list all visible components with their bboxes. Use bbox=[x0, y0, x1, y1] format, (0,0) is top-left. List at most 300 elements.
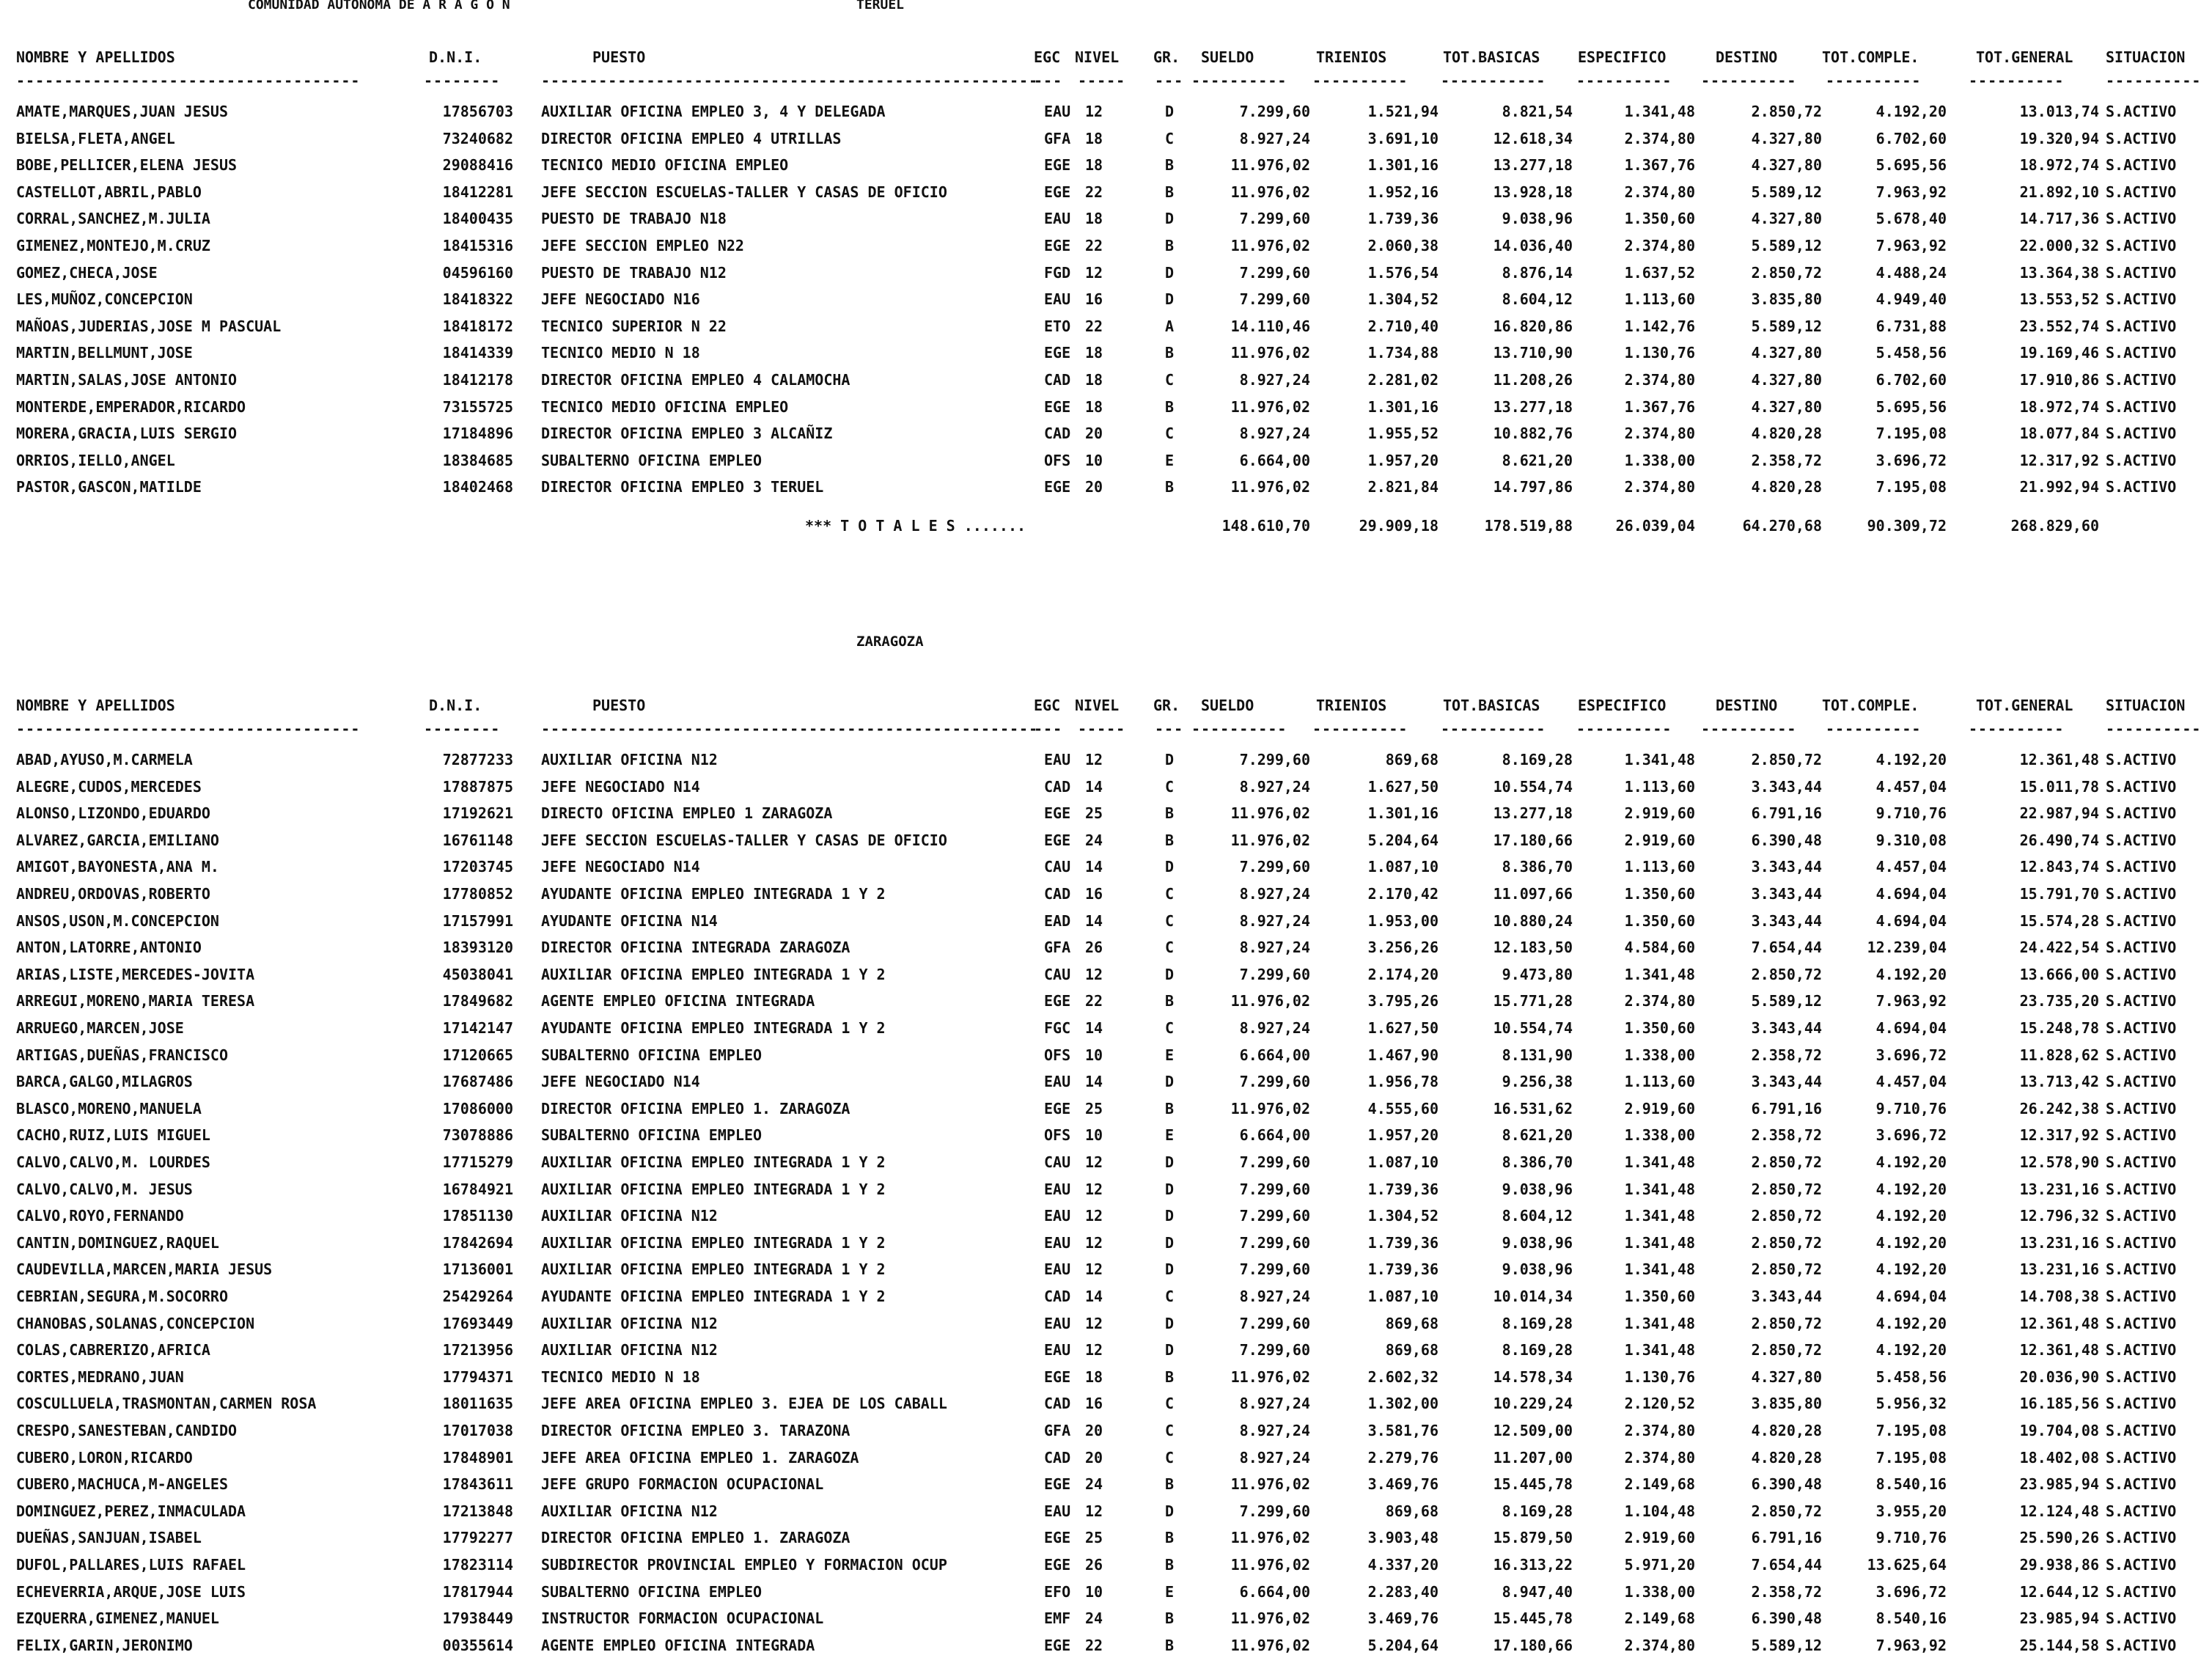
nivel-cell: 14 bbox=[1085, 1288, 1103, 1305]
totcomp-cell: 12.239,04 bbox=[1867, 939, 1947, 957]
totcomp-cell: 7.963,92 bbox=[1875, 183, 1947, 201]
nombre-cell: CACHO,RUIZ,LUIS MIGUEL bbox=[16, 1126, 210, 1145]
nombre-cell: BLASCO,MORENO,MANUELA bbox=[16, 1099, 202, 1117]
espec-cell: 1.142,76 bbox=[1624, 317, 1695, 335]
dni-cell: 18011635 bbox=[442, 1395, 513, 1413]
egc-cell: GFA bbox=[1044, 1422, 1071, 1439]
sueldo-cell: 11.976,02 bbox=[1230, 156, 1310, 175]
espec-cell: 1.350,60 bbox=[1624, 1019, 1695, 1037]
dash-separator: ---------- bbox=[2106, 72, 2202, 89]
total-totbas: 178.519,88 bbox=[1484, 517, 1573, 535]
destino-cell: 3.343,44 bbox=[1751, 1019, 1822, 1037]
nivel-cell: 22 bbox=[1085, 1636, 1103, 1654]
totgen-cell: 18.402,08 bbox=[2019, 1448, 2099, 1466]
destino-cell: 2.358,72 bbox=[1751, 1582, 1822, 1601]
totgen-cell: 12.361,48 bbox=[2019, 1314, 2099, 1332]
sueldo-cell: 11.976,02 bbox=[1230, 1609, 1310, 1628]
sit-cell: S.ACTIVO bbox=[2106, 1448, 2177, 1466]
trienios-cell: 2.060,38 bbox=[1367, 237, 1438, 254]
espec-cell: 1.341,48 bbox=[1624, 1153, 1695, 1171]
sueldo-cell: 8.927,24 bbox=[1239, 885, 1310, 903]
nivel-cell: 12 bbox=[1085, 1260, 1103, 1279]
gr-cell: C bbox=[1165, 1288, 1175, 1305]
puesto-cell: SUBALTERNO OFICINA EMPLEO bbox=[541, 1046, 763, 1064]
totbas-cell: 9.038,96 bbox=[1502, 210, 1573, 228]
nombre-cell: COLAS,CABRERIZO,AFRICA bbox=[16, 1341, 210, 1359]
destino-cell: 2.850,72 bbox=[1751, 103, 1822, 120]
nivel-cell: 20 bbox=[1085, 1448, 1103, 1466]
totbas-cell: 15.879,50 bbox=[1493, 1529, 1573, 1547]
column-header: NIVEL bbox=[1075, 697, 1120, 714]
nombre-cell: GOMEZ,CHECA,JOSE bbox=[16, 263, 158, 282]
destino-cell: 5.589,12 bbox=[1751, 183, 1822, 201]
totcomp-cell: 5.678,40 bbox=[1875, 210, 1947, 228]
espec-cell: 2.374,80 bbox=[1624, 1448, 1695, 1466]
trienios-cell: 1.087,10 bbox=[1367, 858, 1438, 876]
totcomp-cell: 9.710,76 bbox=[1875, 1099, 1947, 1117]
sueldo-cell: 8.927,24 bbox=[1239, 1288, 1310, 1305]
nivel-cell: 18 bbox=[1085, 397, 1103, 416]
destino-cell: 7.654,44 bbox=[1751, 1556, 1822, 1574]
espec-cell: 1.104,48 bbox=[1624, 1502, 1695, 1520]
totbas-cell: 8.169,28 bbox=[1502, 1314, 1573, 1332]
egc-cell: EMF bbox=[1044, 1609, 1071, 1628]
totgen-cell: 12.644,12 bbox=[2019, 1582, 2099, 1601]
nombre-cell: ALEGRE,CUDOS,MERCEDES bbox=[16, 777, 202, 796]
nivel-cell: 18 bbox=[1085, 210, 1103, 228]
espec-cell: 5.971,20 bbox=[1624, 1556, 1695, 1574]
totbas-cell: 9.256,38 bbox=[1502, 1073, 1573, 1091]
dash-separator: ---------- bbox=[1969, 720, 2065, 738]
sueldo-cell: 7.299,60 bbox=[1239, 1233, 1310, 1252]
dni-cell: 17887875 bbox=[442, 777, 513, 796]
nombre-cell: DUFOL,PALLARES,LUIS RAFAEL bbox=[16, 1556, 246, 1574]
totbas-cell: 12.509,00 bbox=[1493, 1422, 1573, 1439]
trienios-cell: 1.734,88 bbox=[1367, 344, 1438, 362]
nombre-cell: ALONSO,LIZONDO,EDUARDO bbox=[16, 804, 210, 823]
sueldo-cell: 11.976,02 bbox=[1230, 1636, 1310, 1654]
espec-cell: 1.338,00 bbox=[1624, 1046, 1695, 1064]
sueldo-cell: 7.299,60 bbox=[1239, 103, 1310, 120]
sit-cell: S.ACTIVO bbox=[2106, 237, 2177, 254]
gr-cell: A bbox=[1165, 317, 1175, 335]
egc-cell: CAD bbox=[1044, 425, 1071, 443]
sueldo-cell: 8.927,24 bbox=[1239, 1019, 1310, 1037]
table-row bbox=[0, 746, 2212, 773]
nombre-cell: MORERA,GRACIA,LUIS SERGIO bbox=[16, 425, 238, 443]
totcomp-cell: 7.195,08 bbox=[1875, 425, 1947, 443]
egc-cell: EAU bbox=[1044, 1341, 1071, 1359]
gr-cell: C bbox=[1165, 371, 1175, 389]
puesto-cell: SUBALTERNO OFICINA EMPLEO bbox=[541, 451, 763, 469]
egc-cell: CAD bbox=[1044, 1395, 1071, 1413]
dni-cell: 17715279 bbox=[442, 1153, 513, 1171]
puesto-cell: INSTRUCTOR FORMACION OCUPACIONAL bbox=[541, 1609, 824, 1628]
sit-cell: S.ACTIVO bbox=[2106, 425, 2177, 443]
nombre-cell: MONTERDE,EMPERADOR,RICARDO bbox=[16, 397, 246, 416]
totcomp-cell: 9.710,76 bbox=[1875, 804, 1947, 823]
totgen-cell: 18.972,74 bbox=[2019, 156, 2099, 175]
gr-cell: E bbox=[1165, 451, 1175, 469]
nombre-cell: ECHEVERRIA,ARQUE,JOSE LUIS bbox=[16, 1582, 246, 1601]
gr-cell: C bbox=[1165, 129, 1175, 147]
dash-separator: ----- bbox=[1078, 72, 1126, 89]
sit-cell: S.ACTIVO bbox=[2106, 939, 2177, 957]
table-row bbox=[0, 179, 2212, 205]
dni-cell: 18384685 bbox=[442, 451, 513, 469]
destino-cell: 3.343,44 bbox=[1751, 858, 1822, 876]
dash-separator: ---------- bbox=[1826, 72, 1922, 89]
totbas-cell: 10.554,74 bbox=[1493, 777, 1573, 796]
nombre-cell: ORRIOS,IELLO,ANGEL bbox=[16, 451, 175, 469]
totcomp-cell: 4.192,20 bbox=[1875, 1207, 1947, 1225]
destino-cell: 3.343,44 bbox=[1751, 885, 1822, 903]
column-header: ESPECIFICO bbox=[1578, 697, 1667, 714]
sueldo-cell: 8.927,24 bbox=[1239, 371, 1310, 389]
totgen-cell: 16.185,56 bbox=[2019, 1395, 2099, 1413]
totcomp-cell: 6.702,60 bbox=[1875, 129, 1947, 147]
destino-cell: 3.343,44 bbox=[1751, 777, 1822, 796]
dni-cell: 18412281 bbox=[442, 183, 513, 201]
destino-cell: 2.850,72 bbox=[1751, 1260, 1822, 1279]
region-title: COMUNIDAD AUTONOMA DE A R A G O N bbox=[248, 0, 510, 12]
trienios-cell: 1.627,50 bbox=[1367, 1019, 1438, 1037]
gr-cell: B bbox=[1165, 397, 1175, 416]
sueldo-cell: 7.299,60 bbox=[1239, 1207, 1310, 1225]
dni-cell: 17849682 bbox=[442, 992, 513, 1010]
sueldo-cell: 11.976,02 bbox=[1230, 1368, 1310, 1386]
puesto-cell: AGENTE EMPLEO OFICINA INTEGRADA bbox=[541, 1636, 815, 1654]
egc-cell: EFO bbox=[1044, 1582, 1071, 1601]
totcomp-cell: 4.192,20 bbox=[1875, 1233, 1947, 1252]
trienios-cell: 1.957,20 bbox=[1367, 1126, 1438, 1145]
puesto-cell: TECNICO MEDIO N 18 bbox=[541, 1368, 700, 1386]
espec-cell: 1.341,48 bbox=[1624, 1260, 1695, 1279]
totcomp-cell: 4.192,20 bbox=[1875, 1341, 1947, 1359]
espec-cell: 1.350,60 bbox=[1624, 911, 1695, 930]
totcomp-cell: 4.949,40 bbox=[1875, 290, 1947, 309]
nombre-cell: DUEÑAS,SANJUAN,ISABEL bbox=[16, 1529, 202, 1547]
nombre-cell: COSCULLUELA,TRASMONTAN,CARMEN ROSA bbox=[16, 1395, 317, 1413]
espec-cell: 2.374,80 bbox=[1624, 478, 1695, 496]
puesto-cell: AUXILIAR OFICINA N12 bbox=[541, 1502, 718, 1520]
totcomp-cell: 4.192,20 bbox=[1875, 965, 1947, 983]
espec-cell: 1.341,48 bbox=[1624, 1314, 1695, 1332]
table-row bbox=[0, 260, 2212, 286]
dni-cell: 17136001 bbox=[442, 1260, 513, 1279]
sit-cell: S.ACTIVO bbox=[2106, 1502, 2177, 1520]
dash-separator: ---------- bbox=[2106, 720, 2202, 738]
egc-cell: EAU bbox=[1044, 1073, 1071, 1091]
nivel-cell: 12 bbox=[1085, 1314, 1103, 1332]
sit-cell: S.ACTIVO bbox=[2106, 1153, 2177, 1171]
totgen-cell: 23.552,74 bbox=[2019, 317, 2099, 335]
table-row bbox=[0, 1498, 2212, 1524]
gr-cell: D bbox=[1165, 103, 1175, 120]
puesto-cell: AYUDANTE OFICINA EMPLEO INTEGRADA 1 Y 2 bbox=[541, 885, 886, 903]
gr-cell: B bbox=[1165, 237, 1175, 254]
table-row bbox=[0, 1149, 2212, 1175]
trienios-cell: 5.204,64 bbox=[1367, 1636, 1438, 1654]
sit-cell: S.ACTIVO bbox=[2106, 1233, 2177, 1252]
dni-cell: 18400435 bbox=[442, 210, 513, 228]
sueldo-cell: 7.299,60 bbox=[1239, 1073, 1310, 1091]
puesto-cell: SUBALTERNO OFICINA EMPLEO bbox=[541, 1126, 763, 1145]
column-header: PUESTO bbox=[592, 697, 646, 714]
trienios-cell: 1.304,52 bbox=[1367, 1207, 1438, 1225]
table-row bbox=[0, 1444, 2212, 1471]
table-row bbox=[0, 1095, 2212, 1122]
egc-cell: ETO bbox=[1044, 317, 1071, 335]
column-header-row bbox=[0, 45, 2212, 72]
gr-cell: D bbox=[1165, 1073, 1175, 1091]
gr-cell: B bbox=[1165, 1368, 1175, 1386]
sueldo-cell: 7.299,60 bbox=[1239, 751, 1310, 768]
trienios-cell: 2.170,42 bbox=[1367, 885, 1438, 903]
sueldo-cell: 14.110,46 bbox=[1230, 317, 1310, 335]
totcomp-cell: 4.192,20 bbox=[1875, 1314, 1947, 1332]
gr-cell: C bbox=[1165, 1422, 1175, 1439]
dash-separator: --- bbox=[1034, 720, 1063, 738]
espec-cell: 1.341,48 bbox=[1624, 1207, 1695, 1225]
totcomp-cell: 7.963,92 bbox=[1875, 992, 1947, 1010]
totbas-cell: 13.710,90 bbox=[1493, 344, 1573, 362]
sueldo-cell: 6.664,00 bbox=[1239, 1582, 1310, 1601]
espec-cell: 1.338,00 bbox=[1624, 1582, 1695, 1601]
puesto-cell: TECNICO MEDIO OFICINA EMPLEO bbox=[541, 156, 789, 175]
table-row bbox=[0, 1471, 2212, 1497]
sit-cell: S.ACTIVO bbox=[2106, 1207, 2177, 1225]
totbas-cell: 16.313,22 bbox=[1493, 1556, 1573, 1574]
totbas-cell: 8.169,28 bbox=[1502, 751, 1573, 768]
totbas-cell: 15.771,28 bbox=[1493, 992, 1573, 1010]
puesto-cell: JEFE NEGOCIADO N16 bbox=[541, 290, 700, 309]
trienios-cell: 1.087,10 bbox=[1367, 1288, 1438, 1305]
sit-cell: S.ACTIVO bbox=[2106, 1314, 2177, 1332]
totbas-cell: 15.445,78 bbox=[1493, 1475, 1573, 1494]
sit-cell: S.ACTIVO bbox=[2106, 777, 2177, 796]
nombre-cell: BIELSA,FLETA,ANGEL bbox=[16, 129, 175, 147]
totgen-cell: 22.987,94 bbox=[2019, 804, 2099, 823]
nivel-cell: 24 bbox=[1085, 831, 1103, 849]
sit-cell: S.ACTIVO bbox=[2106, 344, 2177, 362]
table-row bbox=[0, 774, 2212, 800]
nivel-cell: 26 bbox=[1085, 939, 1103, 957]
nivel-cell: 12 bbox=[1085, 1502, 1103, 1520]
destino-cell: 2.850,72 bbox=[1751, 965, 1822, 983]
column-header: D.N.I. bbox=[429, 48, 482, 66]
nombre-cell: ARRUEGO,MARCEN,JOSE bbox=[16, 1019, 184, 1037]
egc-cell: EAU bbox=[1044, 210, 1071, 228]
table-row bbox=[0, 1579, 2212, 1605]
gr-cell: D bbox=[1165, 1180, 1175, 1198]
destino-cell: 4.327,80 bbox=[1751, 1368, 1822, 1386]
dash-separator: ---------- bbox=[1312, 720, 1408, 738]
dni-cell: 17157991 bbox=[442, 911, 513, 930]
sueldo-cell: 7.299,60 bbox=[1239, 290, 1310, 309]
dni-cell: 00355614 bbox=[442, 1636, 513, 1654]
totgen-cell: 15.791,70 bbox=[2019, 885, 2099, 903]
trienios-cell: 1.467,90 bbox=[1367, 1046, 1438, 1064]
totgen-cell: 26.242,38 bbox=[2019, 1099, 2099, 1117]
trienios-cell: 1.739,36 bbox=[1367, 210, 1438, 228]
egc-cell: EAU bbox=[1044, 1502, 1071, 1520]
nombre-cell: CASTELLOT,ABRIL,PABLO bbox=[16, 183, 202, 201]
sit-cell: S.ACTIVO bbox=[2106, 371, 2177, 389]
egc-cell: CAD bbox=[1044, 1448, 1071, 1466]
dash-separator: --- bbox=[1034, 72, 1063, 89]
nivel-cell: 22 bbox=[1085, 992, 1103, 1010]
totbas-cell: 8.821,54 bbox=[1502, 103, 1573, 120]
totcomp-cell: 4.694,04 bbox=[1875, 885, 1947, 903]
table-row bbox=[0, 1605, 2212, 1631]
dni-cell: 17851130 bbox=[442, 1207, 513, 1225]
puesto-cell: JEFE NEGOCIADO N14 bbox=[541, 777, 700, 796]
sueldo-cell: 11.976,02 bbox=[1230, 831, 1310, 849]
destino-cell: 4.327,80 bbox=[1751, 129, 1822, 147]
destino-cell: 6.791,16 bbox=[1751, 1099, 1822, 1117]
trienios-cell: 869,68 bbox=[1385, 751, 1438, 768]
trienios-cell: 2.710,40 bbox=[1367, 317, 1438, 335]
egc-cell: GFA bbox=[1044, 939, 1071, 957]
gr-cell: D bbox=[1165, 1260, 1175, 1279]
destino-cell: 2.850,72 bbox=[1751, 263, 1822, 282]
sueldo-cell: 7.299,60 bbox=[1239, 1502, 1310, 1520]
column-header: SUELDO bbox=[1201, 48, 1254, 66]
column-header: TRIENIOS bbox=[1316, 48, 1387, 66]
dni-cell: 17142147 bbox=[442, 1019, 513, 1037]
puesto-cell: JEFE GRUPO FORMACION OCUPACIONAL bbox=[541, 1475, 824, 1494]
trienios-cell: 3.691,10 bbox=[1367, 129, 1438, 147]
totcomp-cell: 6.731,88 bbox=[1875, 317, 1947, 335]
nombre-cell: ANTON,LATORRE,ANTONIO bbox=[16, 939, 202, 957]
totgen-cell: 19.320,94 bbox=[2019, 129, 2099, 147]
sit-cell: S.ACTIVO bbox=[2106, 183, 2177, 201]
sit-cell: S.ACTIVO bbox=[2106, 478, 2177, 496]
puesto-cell: DIRECTOR OFICINA EMPLEO 3 TERUEL bbox=[541, 478, 824, 496]
egc-cell: CAU bbox=[1044, 1153, 1071, 1171]
dni-cell: 17938449 bbox=[442, 1609, 513, 1628]
gr-cell: B bbox=[1165, 1475, 1175, 1494]
egc-cell: EGE bbox=[1044, 397, 1071, 416]
nombre-cell: CUBERO,LORON,RICARDO bbox=[16, 1448, 193, 1466]
sit-cell: S.ACTIVO bbox=[2106, 103, 2177, 120]
totcomp-cell: 7.195,08 bbox=[1875, 478, 1947, 496]
puesto-cell: SUBALTERNO OFICINA EMPLEO bbox=[541, 1582, 763, 1601]
nivel-cell: 16 bbox=[1085, 885, 1103, 903]
trienios-cell: 2.821,84 bbox=[1367, 478, 1438, 496]
totcomp-cell: 4.192,20 bbox=[1875, 1260, 1947, 1279]
dni-cell: 17213956 bbox=[442, 1341, 513, 1359]
totgen-cell: 13.231,16 bbox=[2019, 1180, 2099, 1198]
totgen-cell: 25.590,26 bbox=[2019, 1529, 2099, 1547]
dash-separator: ------------------------------------ bbox=[16, 72, 361, 89]
column-header-row bbox=[0, 694, 2212, 720]
sit-cell: S.ACTIVO bbox=[2106, 1073, 2177, 1091]
trienios-cell: 4.337,20 bbox=[1367, 1556, 1438, 1574]
totbas-cell: 8.621,20 bbox=[1502, 451, 1573, 469]
trienios-cell: 1.739,36 bbox=[1367, 1260, 1438, 1279]
nivel-cell: 20 bbox=[1085, 425, 1103, 443]
dash-separator-row bbox=[0, 72, 2212, 98]
column-header: TOT.COMPLE. bbox=[1822, 48, 1919, 66]
espec-cell: 2.374,80 bbox=[1624, 183, 1695, 201]
sueldo-cell: 11.976,02 bbox=[1230, 344, 1310, 362]
totbas-cell: 8.169,28 bbox=[1502, 1502, 1573, 1520]
sueldo-cell: 8.927,24 bbox=[1239, 777, 1310, 796]
puesto-cell: DIRECTOR OFICINA EMPLEO 3. TARAZONA bbox=[541, 1422, 850, 1439]
dni-cell: 17687486 bbox=[442, 1073, 513, 1091]
dni-cell: 17017038 bbox=[442, 1422, 513, 1439]
destino-cell: 3.343,44 bbox=[1751, 911, 1822, 930]
sueldo-cell: 7.299,60 bbox=[1239, 1180, 1310, 1198]
totgen-cell: 14.717,36 bbox=[2019, 210, 2099, 228]
totgen-cell: 19.704,08 bbox=[2019, 1422, 2099, 1439]
totgen-cell: 18.972,74 bbox=[2019, 397, 2099, 416]
table-row bbox=[0, 1203, 2212, 1229]
totbas-cell: 14.797,86 bbox=[1493, 478, 1573, 496]
totcomp-cell: 5.458,56 bbox=[1875, 344, 1947, 362]
totcomp-cell: 9.310,08 bbox=[1875, 831, 1947, 849]
nombre-cell: MARTIN,SALAS,JOSE ANTONIO bbox=[16, 371, 238, 389]
espec-cell: 1.341,48 bbox=[1624, 1233, 1695, 1252]
dni-cell: 73240682 bbox=[442, 129, 513, 147]
trienios-cell: 1.955,52 bbox=[1367, 425, 1438, 443]
destino-cell: 6.390,48 bbox=[1751, 1475, 1822, 1494]
trienios-cell: 2.279,76 bbox=[1367, 1448, 1438, 1466]
nivel-cell: 12 bbox=[1085, 1233, 1103, 1252]
dash-separator: ---------- bbox=[1826, 720, 1922, 738]
nombre-cell: MARTIN,BELLMUNT,JOSE bbox=[16, 344, 193, 362]
nivel-cell: 10 bbox=[1085, 1582, 1103, 1601]
table-row bbox=[0, 1337, 2212, 1363]
table-row bbox=[0, 1632, 2212, 1659]
gr-cell: D bbox=[1165, 751, 1175, 768]
trienios-cell: 3.795,26 bbox=[1367, 992, 1438, 1010]
dash-separator: ---------- bbox=[1312, 72, 1408, 89]
puesto-cell: SUBDIRECTOR PROVINCIAL EMPLEO Y FORMACION OCUP bbox=[541, 1556, 947, 1574]
puesto-cell: JEFE AREA OFICINA EMPLEO 3. EJEA DE LOS CABALL bbox=[541, 1395, 947, 1413]
dni-cell: 73078886 bbox=[442, 1126, 513, 1145]
totcomp-cell: 4.457,04 bbox=[1875, 777, 1947, 796]
gr-cell: E bbox=[1165, 1126, 1175, 1145]
nivel-cell: 24 bbox=[1085, 1609, 1103, 1628]
puesto-cell: AYUDANTE OFICINA EMPLEO INTEGRADA 1 Y 2 bbox=[541, 1019, 886, 1037]
totcomp-cell: 4.488,24 bbox=[1875, 263, 1947, 282]
egc-cell: EAU bbox=[1044, 1260, 1071, 1279]
trienios-cell: 2.281,02 bbox=[1367, 371, 1438, 389]
dash-separator: ---------- bbox=[1701, 72, 1797, 89]
dni-cell: 45038041 bbox=[442, 965, 513, 983]
table-row bbox=[0, 232, 2212, 259]
totbas-cell: 11.207,00 bbox=[1493, 1448, 1573, 1466]
dni-cell: 17086000 bbox=[442, 1099, 513, 1117]
table-row bbox=[0, 1256, 2212, 1282]
dash-separator: ---------- bbox=[1576, 720, 1672, 738]
dni-cell: 17203745 bbox=[442, 858, 513, 876]
nombre-cell: LES,MUÑOZ,CONCEPCION bbox=[16, 290, 193, 309]
nombre-cell: CAUDEVILLA,MARCEN,MARIA JESUS bbox=[16, 1260, 273, 1279]
totgen-cell: 13.666,00 bbox=[2019, 965, 2099, 983]
sueldo-cell: 6.664,00 bbox=[1239, 1126, 1310, 1145]
dni-cell: 73155725 bbox=[442, 397, 513, 416]
trienios-cell: 1.952,16 bbox=[1367, 183, 1438, 201]
sit-cell: S.ACTIVO bbox=[2106, 858, 2177, 876]
trienios-cell: 1.739,36 bbox=[1367, 1233, 1438, 1252]
puesto-cell: DIRECTOR OFICINA INTEGRADA ZARAGOZA bbox=[541, 939, 850, 957]
gr-cell: C bbox=[1165, 777, 1175, 796]
nombre-cell: ALVAREZ,GARCIA,EMILIANO bbox=[16, 831, 219, 849]
